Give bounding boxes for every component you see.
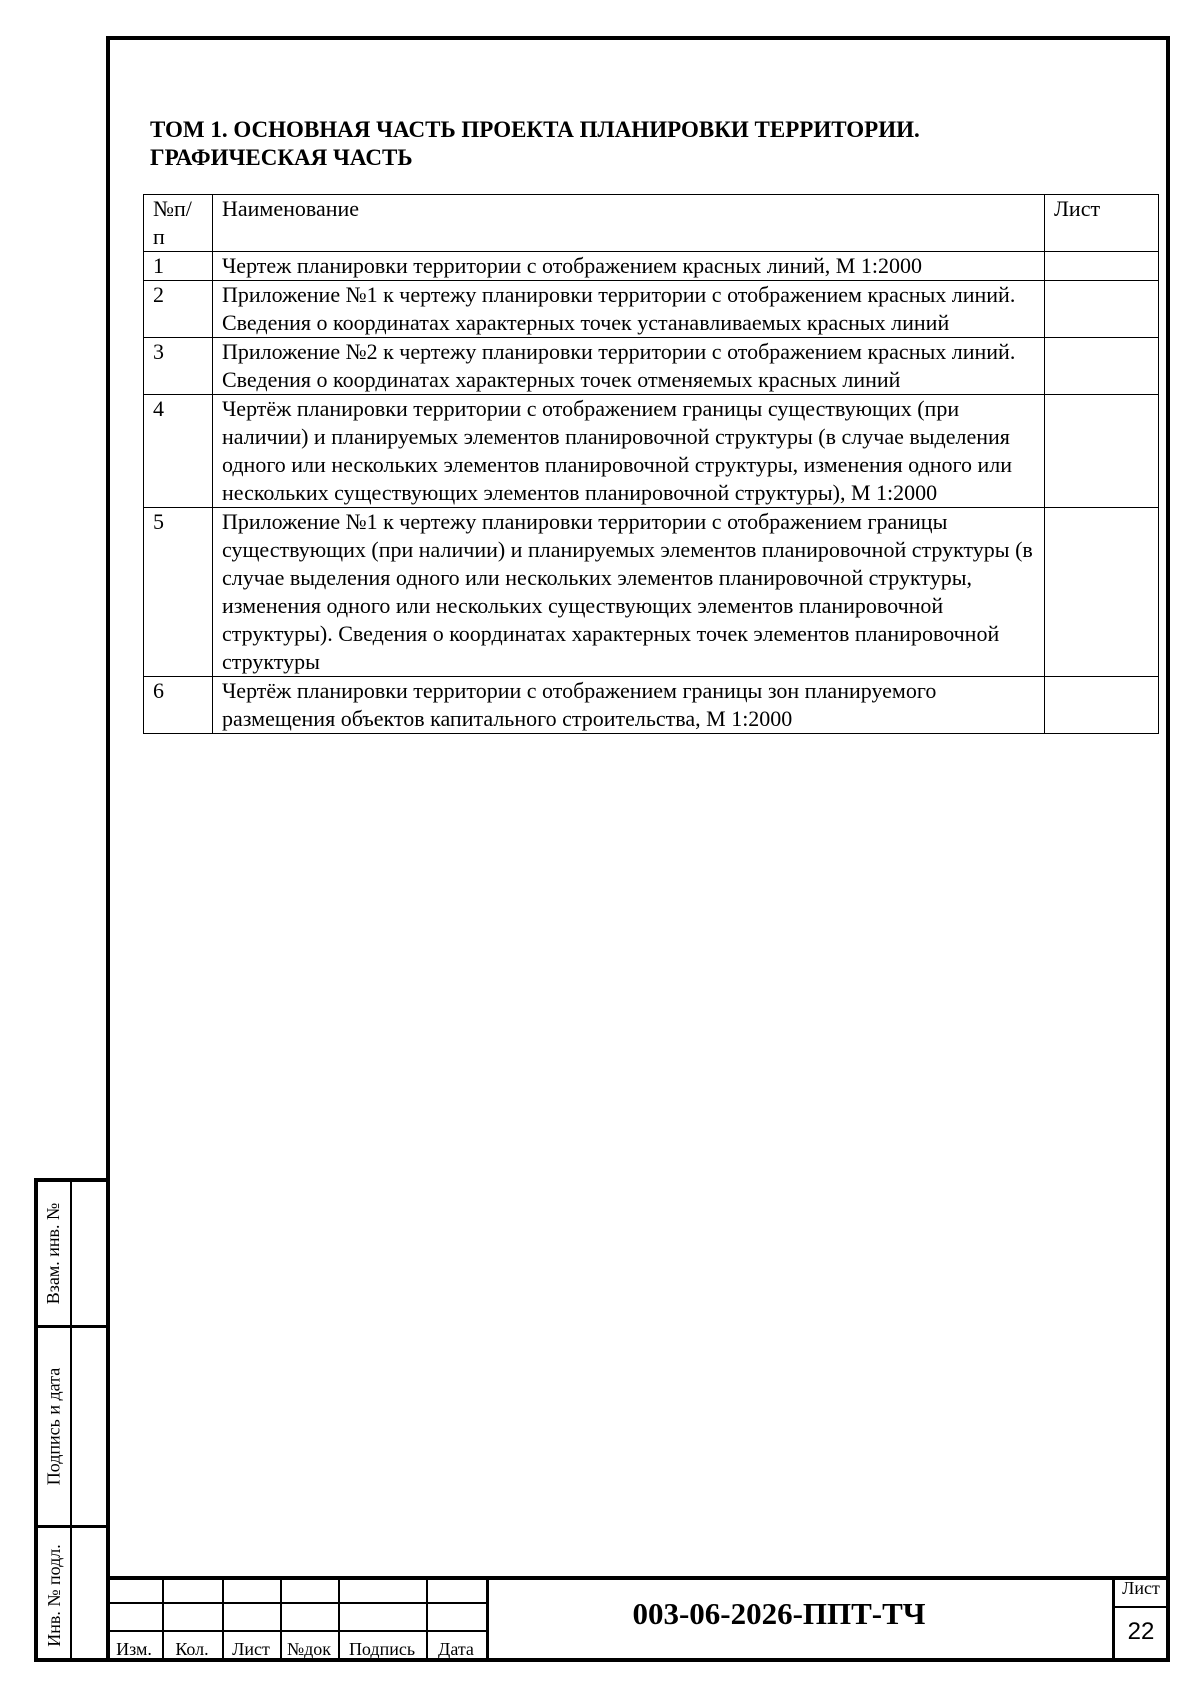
contents-table [143, 194, 1159, 734]
section-heading [150, 116, 1130, 172]
row-sheet [1045, 508, 1159, 677]
table-header-row [144, 195, 1159, 252]
title-block [106, 1576, 1170, 1662]
row-num: 2 [144, 281, 213, 338]
sheet-label: Лист [1122, 1578, 1160, 1598]
header-num: №п/п [144, 195, 213, 252]
row-sheet [1045, 677, 1159, 734]
side-stamp-strip [34, 1178, 106, 1662]
row-name: Чертеж планировки территории с отображением красных линий, М 1:2000 [213, 252, 1045, 281]
side-cell-podpis [38, 1328, 106, 1528]
row-num: 1 [144, 252, 213, 281]
document-code: 003-06-2026-ППТ-ТЧ [632, 1596, 926, 1631]
label-podpis: Подпись [348, 1639, 416, 1659]
side-cell-inv [38, 1528, 106, 1662]
sheet-number: 22 [1127, 1618, 1155, 1645]
header-sheet: Лист [1045, 195, 1159, 252]
row-num: 3 [144, 338, 213, 395]
label-kol: Кол. [175, 1639, 209, 1659]
table-row [144, 677, 1159, 734]
row-num: 4 [144, 395, 213, 508]
heading-line-1: ТОМ 1. ОСНОВНАЯ ЧАСТЬ ПРОЕКТА ПЛАНИРОВКИ ТЕРРИТОРИИ. [150, 117, 920, 142]
row-name: Приложение №1 к чертежу планировки территории с отображением границы существующих (при наличии) и планируемых элементов планировочной структуры (в случае выделения одного или нескольких элементов планировочной структуры, изменения одного или нескольких существующих элементов планировочной структуры). Сведения о координатах характерных точек элементов планировочной структуры [213, 508, 1045, 677]
heading-line-2: ГРАФИЧЕСКАЯ ЧАСТЬ [150, 145, 413, 170]
revision-grid [106, 1576, 486, 1662]
label-data: Дата [438, 1639, 474, 1659]
side-label-inv: Инв. № подл. [43, 1543, 64, 1647]
row-name: Приложение №1 к чертежу планировки территории с отображением красных линий. Сведения о координатах характерных точек устанавливаемых красных линий [213, 281, 1045, 338]
row-name: Приложение №2 к чертежу планировки территории с отображением красных линий. Сведения о координатах характерных точек отменяемых красных линий [213, 338, 1045, 395]
label-ndok: №док [286, 1639, 332, 1659]
table-row [144, 338, 1159, 395]
row-num: 5 [144, 508, 213, 677]
row-sheet [1045, 252, 1159, 281]
table-row [144, 395, 1159, 508]
sheet-box-line [1112, 1606, 1170, 1608]
row-num: 6 [144, 677, 213, 734]
row-sheet [1045, 338, 1159, 395]
table-row [144, 281, 1159, 338]
row-sheet [1045, 281, 1159, 338]
row-name: Чертёж планировки территории с отображением границы существующих (при наличии) и планируемых элементов планировочной структуры (в случае выделения одного или нескольких элементов планировочной структуры, изменения одного или нескольких существующих элементов планировочной структуры), М 1:2000 [213, 395, 1045, 508]
side-label-podpis: Подпись и дата [43, 1367, 64, 1486]
side-cell-vzam [38, 1182, 106, 1328]
side-label-vzam: Взам. инв. № [43, 1202, 64, 1305]
row-sheet [1045, 395, 1159, 508]
header-name: Наименование [213, 195, 1045, 252]
label-izm: Изм. [116, 1639, 152, 1659]
label-list: Лист [232, 1639, 270, 1659]
row-name: Чертёж планировки территории с отображением границы зон планируемого размещения объектов капитального строительства, М 1:2000 [213, 677, 1045, 734]
table-row [144, 252, 1159, 281]
table-row [144, 508, 1159, 677]
